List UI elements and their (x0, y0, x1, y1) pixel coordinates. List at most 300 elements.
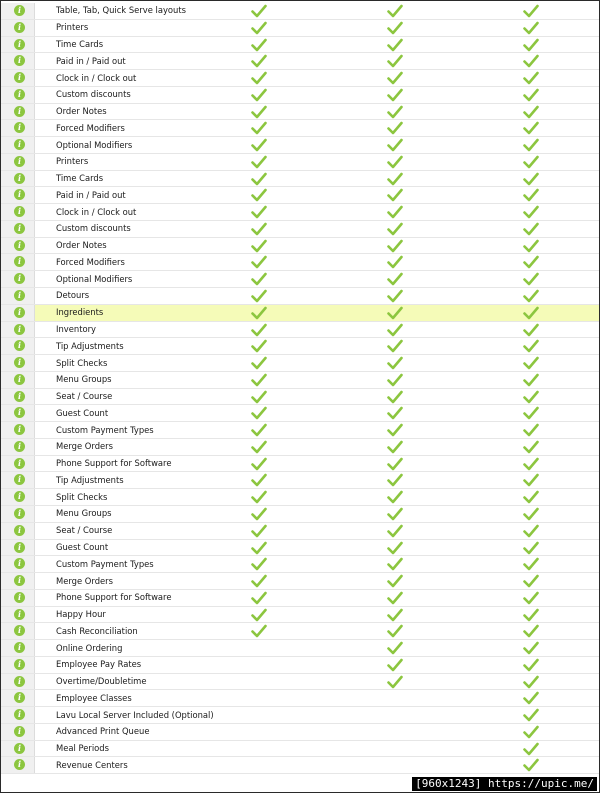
info-icon[interactable]: i (14, 709, 25, 720)
check-icon (387, 323, 403, 337)
info-icon[interactable]: i (14, 55, 25, 66)
info-cell (1, 87, 35, 103)
check-icon (523, 457, 539, 471)
info-cell (1, 221, 35, 237)
info-cell (1, 724, 35, 740)
check-icon (387, 373, 403, 387)
check-icon (523, 524, 539, 538)
check-icon (387, 21, 403, 35)
info-cell (1, 422, 35, 438)
info-cell (1, 238, 35, 254)
info-icon[interactable]: i (14, 542, 25, 553)
table-row (1, 523, 599, 540)
table-row (1, 489, 599, 506)
check-icon (251, 138, 267, 152)
info-icon[interactable]: i (14, 424, 25, 435)
feature-label: Printers (56, 22, 89, 33)
feature-label: Forced Modifiers (56, 122, 125, 133)
info-cell (1, 120, 35, 136)
table-row (1, 690, 599, 707)
check-icon (523, 658, 539, 672)
table-row (1, 3, 599, 20)
table-row (1, 590, 599, 607)
info-cell (1, 137, 35, 153)
check-icon (523, 574, 539, 588)
check-icon (523, 239, 539, 253)
info-icon[interactable]: i (14, 89, 25, 100)
check-icon (387, 423, 403, 437)
check-icon (251, 440, 267, 454)
check-icon (523, 323, 539, 337)
table-row (1, 573, 599, 590)
info-cell (1, 288, 35, 304)
info-cell (1, 623, 35, 639)
check-icon (523, 641, 539, 655)
check-icon (523, 88, 539, 102)
check-icon (387, 222, 403, 236)
info-cell (1, 456, 35, 472)
check-icon (387, 105, 403, 119)
info-cell (1, 523, 35, 539)
feature-label: Meal Periods (56, 743, 109, 754)
check-icon (523, 591, 539, 605)
info-icon[interactable]: i (14, 156, 25, 167)
check-icon (523, 708, 539, 722)
table-row (1, 254, 599, 271)
info-icon[interactable]: i (14, 659, 25, 670)
info-icon[interactable]: i (14, 240, 25, 251)
info-icon[interactable]: i (14, 72, 25, 83)
check-icon (251, 54, 267, 68)
feature-label: Inventory (56, 324, 97, 335)
feature-label: Custom Payment Types (56, 558, 154, 569)
feature-label: Lavu Local Server Included (Optional) (56, 709, 214, 720)
check-icon (251, 222, 267, 236)
table-row (1, 204, 599, 221)
check-icon (523, 390, 539, 404)
info-cell (1, 607, 35, 623)
check-icon (523, 373, 539, 387)
check-icon (387, 507, 403, 521)
check-icon (387, 524, 403, 538)
info-cell (1, 657, 35, 673)
check-icon (387, 473, 403, 487)
check-icon (387, 591, 403, 605)
info-icon[interactable]: i (14, 340, 25, 351)
info-cell (1, 540, 35, 556)
check-icon (251, 457, 267, 471)
check-icon (523, 742, 539, 756)
check-icon (523, 406, 539, 420)
feature-label: Happy Hour (56, 609, 106, 620)
feature-label: Guest Count (56, 407, 109, 418)
info-icon[interactable]: i (14, 558, 25, 569)
info-icon[interactable]: i (14, 391, 25, 402)
check-icon (523, 557, 539, 571)
check-icon (523, 624, 539, 638)
check-icon (251, 356, 267, 370)
check-icon (523, 473, 539, 487)
info-cell (1, 271, 35, 287)
info-cell (1, 171, 35, 187)
info-cell (1, 573, 35, 589)
table-row (1, 707, 599, 724)
table-row (1, 70, 599, 87)
feature-label: Phone Support for Software (56, 458, 172, 469)
check-icon (251, 272, 267, 286)
info-cell (1, 674, 35, 690)
feature-label: Ingredients (56, 307, 104, 318)
info-cell (1, 53, 35, 69)
table-row (1, 271, 599, 288)
info-cell (1, 322, 35, 338)
feature-label: Cash Reconciliation (56, 625, 138, 636)
check-icon (251, 624, 267, 638)
check-icon (251, 591, 267, 605)
table-row (1, 607, 599, 624)
check-icon (387, 88, 403, 102)
check-icon (251, 323, 267, 337)
feature-label: Overtime/Doubletime (56, 676, 147, 687)
check-icon (251, 557, 267, 571)
info-icon[interactable]: i (14, 290, 25, 301)
check-icon (387, 406, 403, 420)
check-icon (251, 21, 267, 35)
check-icon (387, 541, 403, 555)
feature-label: Tip Adjustments (56, 340, 124, 351)
info-cell (1, 472, 35, 488)
feature-label: Clock in / Clock out (56, 206, 137, 217)
table-row (1, 104, 599, 121)
check-icon (387, 54, 403, 68)
table-row (1, 238, 599, 255)
table-row (1, 389, 599, 406)
feature-label: Time Cards (56, 173, 104, 184)
check-icon (387, 440, 403, 454)
info-cell (1, 506, 35, 522)
check-icon (387, 239, 403, 253)
check-icon (251, 490, 267, 504)
check-icon (387, 138, 403, 152)
info-cell (1, 37, 35, 53)
info-cell (1, 489, 35, 505)
table-row (1, 338, 599, 355)
info-icon[interactable]: i (14, 139, 25, 150)
table-row (1, 657, 599, 674)
info-icon[interactable]: i (14, 357, 25, 368)
info-cell (1, 187, 35, 203)
feature-label: Menu Groups (56, 374, 112, 385)
check-icon (251, 239, 267, 253)
check-icon (387, 390, 403, 404)
check-icon (387, 356, 403, 370)
info-cell (1, 405, 35, 421)
feature-label: Seat / Course (56, 391, 113, 402)
check-icon (251, 541, 267, 555)
info-cell (1, 355, 35, 371)
info-cell (1, 372, 35, 388)
table-row (1, 288, 599, 305)
check-icon (387, 205, 403, 219)
feature-label: Merge Orders (56, 441, 113, 452)
feature-label: Phone Support for Software (56, 592, 172, 603)
check-icon (523, 440, 539, 454)
info-icon[interactable]: i (14, 5, 25, 16)
feature-label: Order Notes (56, 106, 107, 117)
table-row (1, 372, 599, 389)
info-icon[interactable]: i (14, 609, 25, 620)
table-row (1, 724, 599, 741)
check-icon (523, 490, 539, 504)
check-icon (251, 88, 267, 102)
check-icon (251, 473, 267, 487)
feature-label: Online Ordering (56, 642, 123, 653)
feature-label: Clock in / Clock out (56, 72, 137, 83)
table-row (1, 355, 599, 372)
check-icon (387, 121, 403, 135)
check-icon (523, 222, 539, 236)
table-row (1, 757, 599, 774)
table-row (1, 87, 599, 104)
check-icon (523, 306, 539, 320)
feature-label: Employee Classes (56, 692, 132, 703)
table-row (1, 154, 599, 171)
watermark: [960x1243] https://upic.me/ (412, 777, 597, 791)
info-icon[interactable]: i (14, 374, 25, 385)
table-row (1, 623, 599, 640)
info-icon[interactable]: i (14, 726, 25, 737)
info-cell (1, 254, 35, 270)
info-icon[interactable]: i (14, 575, 25, 586)
info-icon[interactable]: i (14, 676, 25, 687)
check-icon (523, 21, 539, 35)
check-icon (387, 557, 403, 571)
check-icon (523, 691, 539, 705)
check-icon (251, 507, 267, 521)
check-icon (251, 306, 267, 320)
check-icon (523, 675, 539, 689)
feature-label: Split Checks (56, 357, 108, 368)
info-icon[interactable]: i (14, 39, 25, 50)
feature-label: Custom discounts (56, 223, 131, 234)
feature-label: Detours (56, 290, 90, 301)
table-row (1, 53, 599, 70)
check-icon (523, 172, 539, 186)
check-icon (387, 155, 403, 169)
feature-label: Paid in / Paid out (56, 55, 126, 66)
check-icon (251, 423, 267, 437)
check-icon (251, 105, 267, 119)
feature-label: Employee Pay Rates (56, 659, 142, 670)
info-cell (1, 338, 35, 354)
feature-label: Forced Modifiers (56, 256, 125, 267)
check-icon (523, 423, 539, 437)
info-cell (1, 757, 35, 773)
check-icon (251, 406, 267, 420)
check-icon (387, 38, 403, 52)
check-icon (387, 255, 403, 269)
table-row (1, 472, 599, 489)
info-icon[interactable]: i (14, 223, 25, 234)
feature-label: Seat / Course (56, 525, 113, 536)
check-icon (251, 373, 267, 387)
info-cell (1, 690, 35, 706)
info-icon[interactable]: i (14, 324, 25, 335)
check-icon (523, 507, 539, 521)
info-cell (1, 590, 35, 606)
info-cell (1, 3, 35, 19)
check-icon (387, 188, 403, 202)
check-icon (523, 356, 539, 370)
info-icon[interactable]: i (14, 307, 25, 318)
table-row (1, 540, 599, 557)
feature-label: Guest Count (56, 541, 109, 552)
check-icon (387, 172, 403, 186)
check-icon (523, 725, 539, 739)
check-icon (523, 339, 539, 353)
check-icon (251, 4, 267, 18)
feature-label: Printers (56, 156, 89, 167)
check-icon (251, 172, 267, 186)
info-icon[interactable]: i (14, 206, 25, 217)
table-row (1, 120, 599, 137)
check-icon (387, 624, 403, 638)
check-icon (251, 155, 267, 169)
table-row (1, 674, 599, 691)
check-icon (251, 524, 267, 538)
check-icon (387, 658, 403, 672)
info-icon[interactable]: i (14, 441, 25, 452)
feature-label: Custom Payment Types (56, 424, 154, 435)
table-row (1, 37, 599, 54)
feature-label: Revenue Centers (56, 759, 128, 770)
table-row (1, 171, 599, 188)
info-icon[interactable]: i (14, 525, 25, 536)
info-icon[interactable]: i (14, 22, 25, 33)
table-row (1, 741, 599, 758)
table-row (1, 221, 599, 238)
feature-label: Advanced Print Queue (56, 726, 150, 737)
info-icon[interactable]: i (14, 592, 25, 603)
info-cell (1, 556, 35, 572)
info-icon[interactable]: i (14, 508, 25, 519)
table-row (1, 137, 599, 154)
info-icon[interactable]: i (14, 474, 25, 485)
info-icon[interactable]: i (14, 642, 25, 653)
table-row (1, 422, 599, 439)
info-icon[interactable]: i (14, 625, 25, 636)
check-icon (387, 4, 403, 18)
check-icon (251, 255, 267, 269)
feature-label: Menu Groups (56, 508, 112, 519)
info-icon[interactable]: i (14, 273, 25, 284)
check-icon (523, 272, 539, 286)
check-icon (387, 289, 403, 303)
feature-label: Optional Modifiers (56, 139, 133, 150)
check-icon (251, 574, 267, 588)
check-icon (251, 339, 267, 353)
check-icon (387, 641, 403, 655)
feature-label: Time Cards (56, 39, 104, 49)
table-row (1, 405, 599, 422)
info-icon[interactable]: i (14, 106, 25, 117)
info-cell (1, 204, 35, 220)
info-icon[interactable]: i (14, 407, 25, 418)
check-icon (523, 255, 539, 269)
check-icon (523, 121, 539, 135)
info-cell (1, 389, 35, 405)
check-icon (523, 608, 539, 622)
feature-label: Custom discounts (56, 89, 131, 100)
check-icon (387, 272, 403, 286)
check-icon (387, 306, 403, 320)
check-icon (387, 490, 403, 504)
feature-label: Tip Adjustments (56, 474, 124, 485)
feature-label: Split Checks (56, 491, 108, 502)
table-row (1, 322, 599, 339)
info-icon[interactable]: i (14, 458, 25, 469)
info-cell (1, 640, 35, 656)
table-row (1, 506, 599, 523)
check-icon (523, 541, 539, 555)
check-icon (251, 188, 267, 202)
info-cell (1, 305, 35, 321)
check-icon (387, 457, 403, 471)
table-row (1, 187, 599, 204)
check-icon (251, 608, 267, 622)
info-cell (1, 154, 35, 170)
feature-label: Merge Orders (56, 575, 113, 586)
info-icon[interactable]: i (14, 256, 25, 267)
feature-label: Order Notes (56, 240, 107, 251)
info-cell (1, 70, 35, 86)
info-cell (1, 104, 35, 120)
check-icon (387, 71, 403, 85)
check-icon (251, 121, 267, 135)
info-icon[interactable]: i (14, 692, 25, 703)
info-cell (1, 707, 35, 723)
check-icon (523, 105, 539, 119)
table-row (1, 640, 599, 657)
check-icon (251, 289, 267, 303)
table-row (1, 305, 599, 322)
check-icon (523, 54, 539, 68)
check-icon (523, 38, 539, 52)
info-icon[interactable]: i (14, 122, 25, 133)
check-icon (523, 138, 539, 152)
check-icon (251, 71, 267, 85)
info-icon[interactable]: i (14, 173, 25, 184)
table-row (1, 439, 599, 456)
check-icon (523, 155, 539, 169)
table-row (1, 556, 599, 573)
check-icon (387, 574, 403, 588)
info-cell (1, 741, 35, 757)
info-icon[interactable]: i (14, 189, 25, 200)
check-icon (523, 4, 539, 18)
check-icon (523, 188, 539, 202)
check-icon (387, 339, 403, 353)
check-icon (523, 205, 539, 219)
info-icon[interactable]: i (14, 759, 25, 770)
check-icon (387, 675, 403, 689)
check-icon (251, 205, 267, 219)
info-icon[interactable]: i (14, 491, 25, 502)
info-cell (1, 20, 35, 36)
info-icon[interactable]: i (14, 743, 25, 754)
check-icon (523, 758, 539, 772)
feature-label: Optional Modifiers (56, 273, 133, 284)
